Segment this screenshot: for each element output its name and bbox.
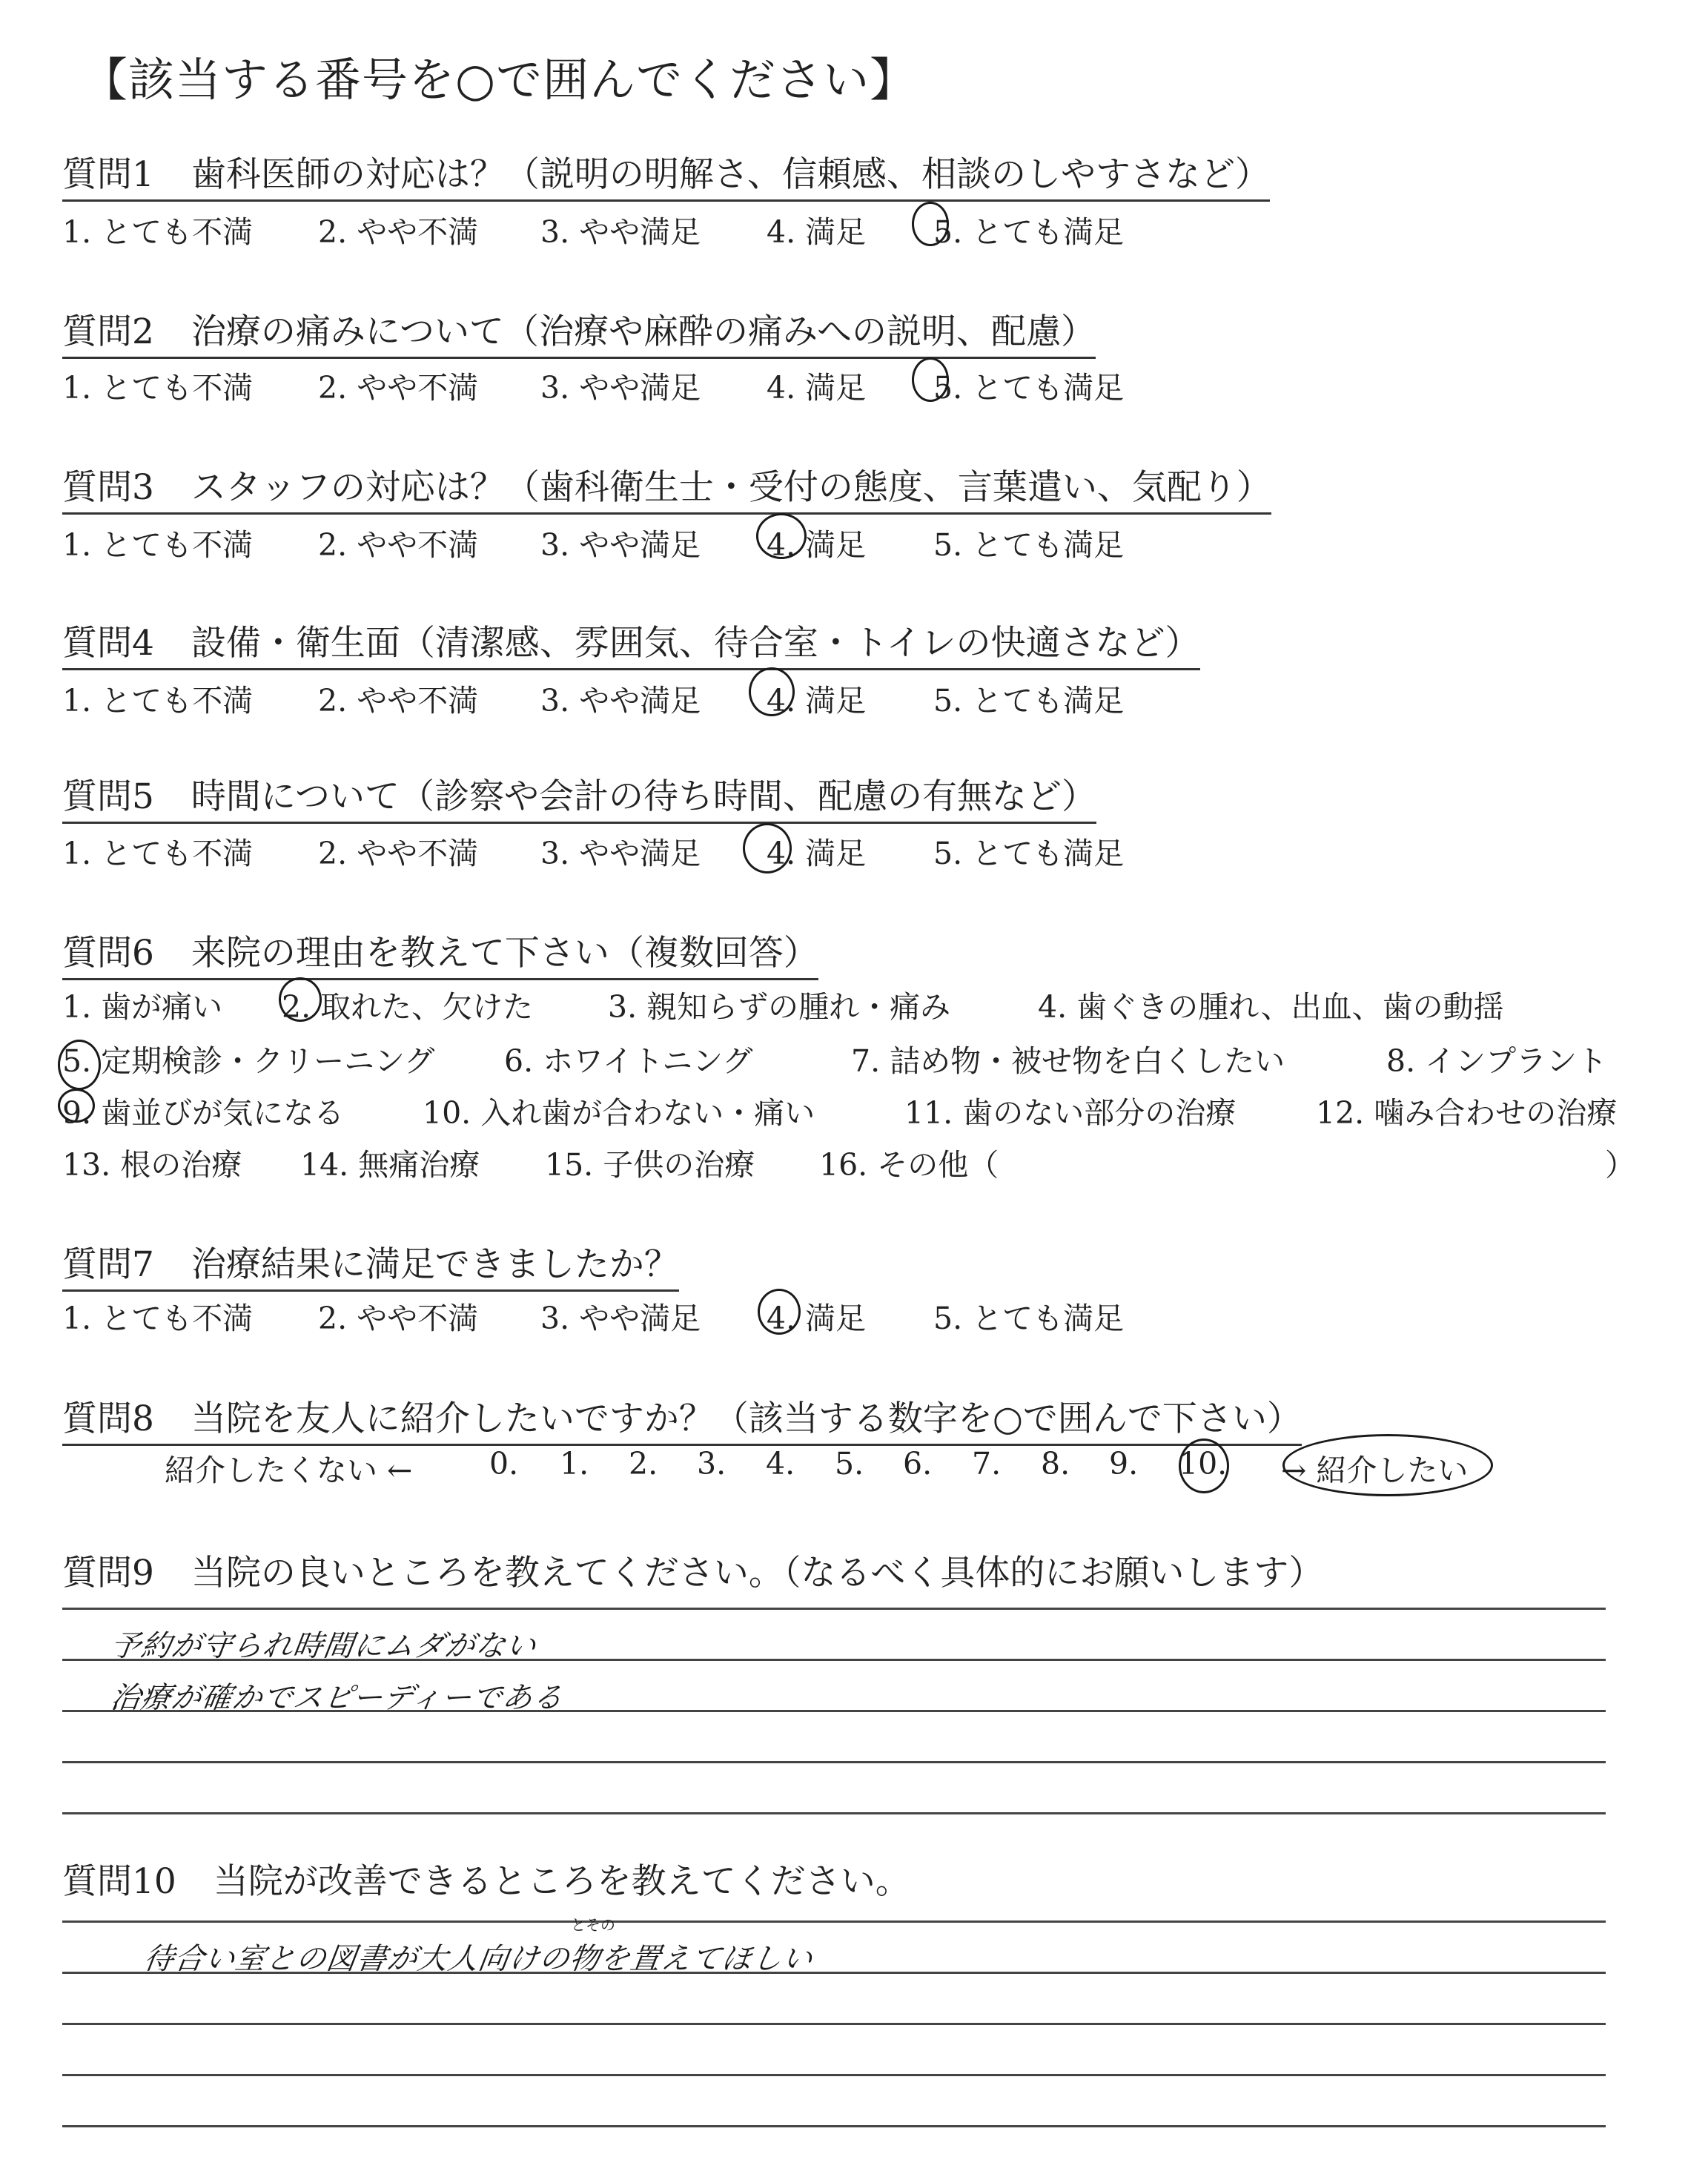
question-text: 当院を友人に紹介したいですか？（該当する数字を○で囲んで下さい） [191, 1398, 1302, 1439]
selection-circle [743, 823, 792, 873]
option-4[interactable]: 4. 満足 [767, 836, 867, 871]
reason-14[interactable]: 14. 無痛治療 [300, 1147, 480, 1183]
handwritten-annotation: とその [571, 1916, 615, 1934]
reason-9[interactable]: 9. 歯並びが気になる [62, 1095, 345, 1131]
answer-line [62, 1920, 1606, 1923]
question-number: 質問10 [62, 1861, 176, 1902]
selection-circle [912, 357, 949, 402]
scale-0[interactable]: 0. [489, 1446, 519, 1482]
option-4[interactable]: 4. 満足 [767, 370, 867, 406]
option-4[interactable]: 4. 満足 [767, 1301, 867, 1336]
scale-1[interactable]: 1. [560, 1446, 589, 1482]
option-2[interactable]: 2. やや不満 [318, 836, 479, 871]
question-1-heading [62, 147, 1270, 202]
question-5-heading [62, 769, 1096, 824]
reason-10[interactable]: 10. 入れ歯が合わない・痛い [423, 1095, 815, 1131]
option-3[interactable]: 3. やや満足 [540, 1301, 701, 1336]
option-1[interactable]: 1. とても不満 [62, 214, 254, 250]
reason-4[interactable]: 4. 歯ぐきの腫れ、出血、歯の動揺 [1038, 989, 1504, 1025]
question-7-heading [62, 1237, 679, 1292]
scale-right-label: → 紹介したい [1281, 1453, 1469, 1488]
reason-12[interactable]: 12. 噛み合わせの治療 [1316, 1095, 1618, 1131]
option-5[interactable]: 5. とても満足 [933, 527, 1125, 563]
option-2[interactable]: 2. やや不満 [318, 1301, 479, 1336]
handwritten-answer: 治療が確かでスピーディーである [108, 1681, 566, 1715]
scale-8[interactable]: 8. [1041, 1446, 1070, 1482]
option-3[interactable]: 3. やや満足 [540, 836, 701, 871]
scale-left-label: 紹介したくない ← [165, 1453, 413, 1488]
question-8-heading [62, 1391, 1302, 1446]
question-4-heading [62, 615, 1200, 670]
answer-line [62, 1608, 1606, 1610]
selection-circle [756, 513, 807, 559]
scale-9[interactable]: 9. [1109, 1446, 1139, 1482]
option-5[interactable]: 5. とても満足 [933, 683, 1125, 719]
question-number: 質問1 [62, 154, 154, 195]
option-2[interactable]: 2. やや不満 [318, 683, 479, 719]
question-text: 治療結果に満足できましたか？ [191, 1244, 679, 1285]
selection-circle [749, 667, 795, 716]
question-text: 当院の良いところを教えてください。（なるべく具体的にお願いします） [191, 1553, 1324, 1593]
option-1[interactable]: 1. とても不満 [62, 836, 254, 871]
option-2[interactable]: 2. やや不満 [318, 370, 479, 406]
option-2[interactable]: 2. やや不満 [318, 214, 479, 250]
option-5[interactable]: 5. とても満足 [933, 370, 1125, 406]
option-4[interactable]: 4. 満足 [767, 683, 867, 719]
reason-3[interactable]: 3. 親知らずの腫れ・痛み [608, 989, 951, 1025]
option-5[interactable]: 5. とても満足 [933, 214, 1125, 250]
question-number: 質問6 [62, 933, 154, 974]
question-6-heading [62, 925, 818, 980]
scale-2[interactable]: 2. [629, 1446, 658, 1482]
question-text: 当院が改善できるところを教えてください。 [213, 1861, 910, 1902]
reason-13[interactable]: 13. 根の治療 [62, 1147, 242, 1183]
reason-11[interactable]: 11. 歯のない部分の治療 [904, 1095, 1237, 1131]
option-4[interactable]: 4. 満足 [767, 527, 867, 563]
option-1[interactable]: 1. とても不満 [62, 1301, 254, 1336]
scale-5[interactable]: 5. [835, 1446, 864, 1482]
option-1[interactable]: 1. とても不満 [62, 527, 254, 563]
question-number: 質問3 [62, 467, 154, 508]
reason-7[interactable]: 7. 詰め物・被せ物を白くしたい [851, 1043, 1285, 1079]
question-number: 質問5 [62, 776, 154, 817]
reason-16-close: ） [1605, 1147, 1635, 1183]
question-9-heading [62, 1545, 1323, 1598]
selection-circle [1282, 1434, 1493, 1496]
selection-circle [758, 1289, 801, 1335]
reason-8[interactable]: 8. インプラント [1386, 1043, 1608, 1079]
selection-circle [58, 1040, 101, 1090]
selection-circle [58, 1089, 95, 1123]
question-10-heading [62, 1854, 910, 1906]
option-4[interactable]: 4. 満足 [767, 214, 867, 250]
question-text: スタッフの対応は？（歯科衛生士・受付の態度、言葉遣い、気配り） [191, 467, 1271, 508]
option-1[interactable]: 1. とても不満 [62, 683, 254, 719]
question-number: 質問4 [62, 623, 154, 664]
reason-6[interactable]: 6. ホワイトニング [504, 1043, 753, 1079]
reason-5[interactable]: 5. 定期検診・クリーニング [62, 1043, 435, 1079]
reason-16[interactable]: 16. その他（ [819, 1147, 999, 1183]
question-2-heading [62, 304, 1096, 359]
scale-4[interactable]: 4. [766, 1446, 795, 1482]
option-5[interactable]: 5. とても満足 [933, 1301, 1125, 1336]
handwritten-answer: 予約が守られ時間にムダがない [108, 1629, 539, 1663]
scale-3[interactable]: 3. [697, 1446, 726, 1482]
option-3[interactable]: 3. やや満足 [540, 370, 701, 406]
scale-6[interactable]: 6. [903, 1446, 933, 1482]
scale-10[interactable]: 10. [1179, 1446, 1228, 1482]
answer-line [62, 1812, 1606, 1814]
handwritten-answer: 待合い室との図書が大人向けの物を置えてほしい [142, 1942, 815, 1976]
selection-circle [279, 977, 322, 1022]
question-text: 時間について（診察や会計の待ち時間、配慮の有無など） [191, 776, 1096, 817]
page-title: 【該当する番号を○で囲んでください】 [82, 53, 917, 107]
reason-15[interactable]: 15. 子供の治療 [545, 1147, 755, 1183]
question-number: 質問8 [62, 1398, 154, 1439]
reason-1[interactable]: 1. 歯が痛い [62, 989, 223, 1025]
reason-2[interactable]: 2. 取れた、欠けた [282, 989, 534, 1025]
question-3-heading [62, 460, 1271, 515]
option-5[interactable]: 5. とても満足 [933, 836, 1125, 871]
question-number: 質問9 [62, 1553, 154, 1593]
option-1[interactable]: 1. とても不満 [62, 370, 254, 406]
selection-circle [1179, 1439, 1229, 1493]
selection-circle [912, 202, 949, 246]
question-number: 質問7 [62, 1244, 154, 1285]
answer-line [62, 2125, 1606, 2127]
option-3[interactable]: 3. やや満足 [540, 527, 701, 563]
answer-line [62, 2074, 1606, 2076]
question-text: 治療の痛みについて（治療や麻酔の痛みへの説明、配慮） [191, 311, 1096, 352]
answer-line [62, 1761, 1606, 1763]
scale-7[interactable]: 7. [972, 1446, 1002, 1482]
option-2[interactable]: 2. やや不満 [318, 527, 479, 563]
answer-line [62, 2023, 1606, 2025]
question-text: 設備・衛生面（清潔感、雰囲気、待合室・トイレの快適さなど） [191, 623, 1200, 664]
option-3[interactable]: 3. やや満足 [540, 214, 701, 250]
option-3[interactable]: 3. やや満足 [540, 683, 701, 719]
question-text: 来院の理由を教えて下さい（複数回答） [191, 933, 818, 974]
question-text: 歯科医師の対応は？（説明の明解さ、信頼感、相談のしやすさなど） [191, 154, 1271, 195]
question-number: 質問2 [62, 311, 154, 352]
